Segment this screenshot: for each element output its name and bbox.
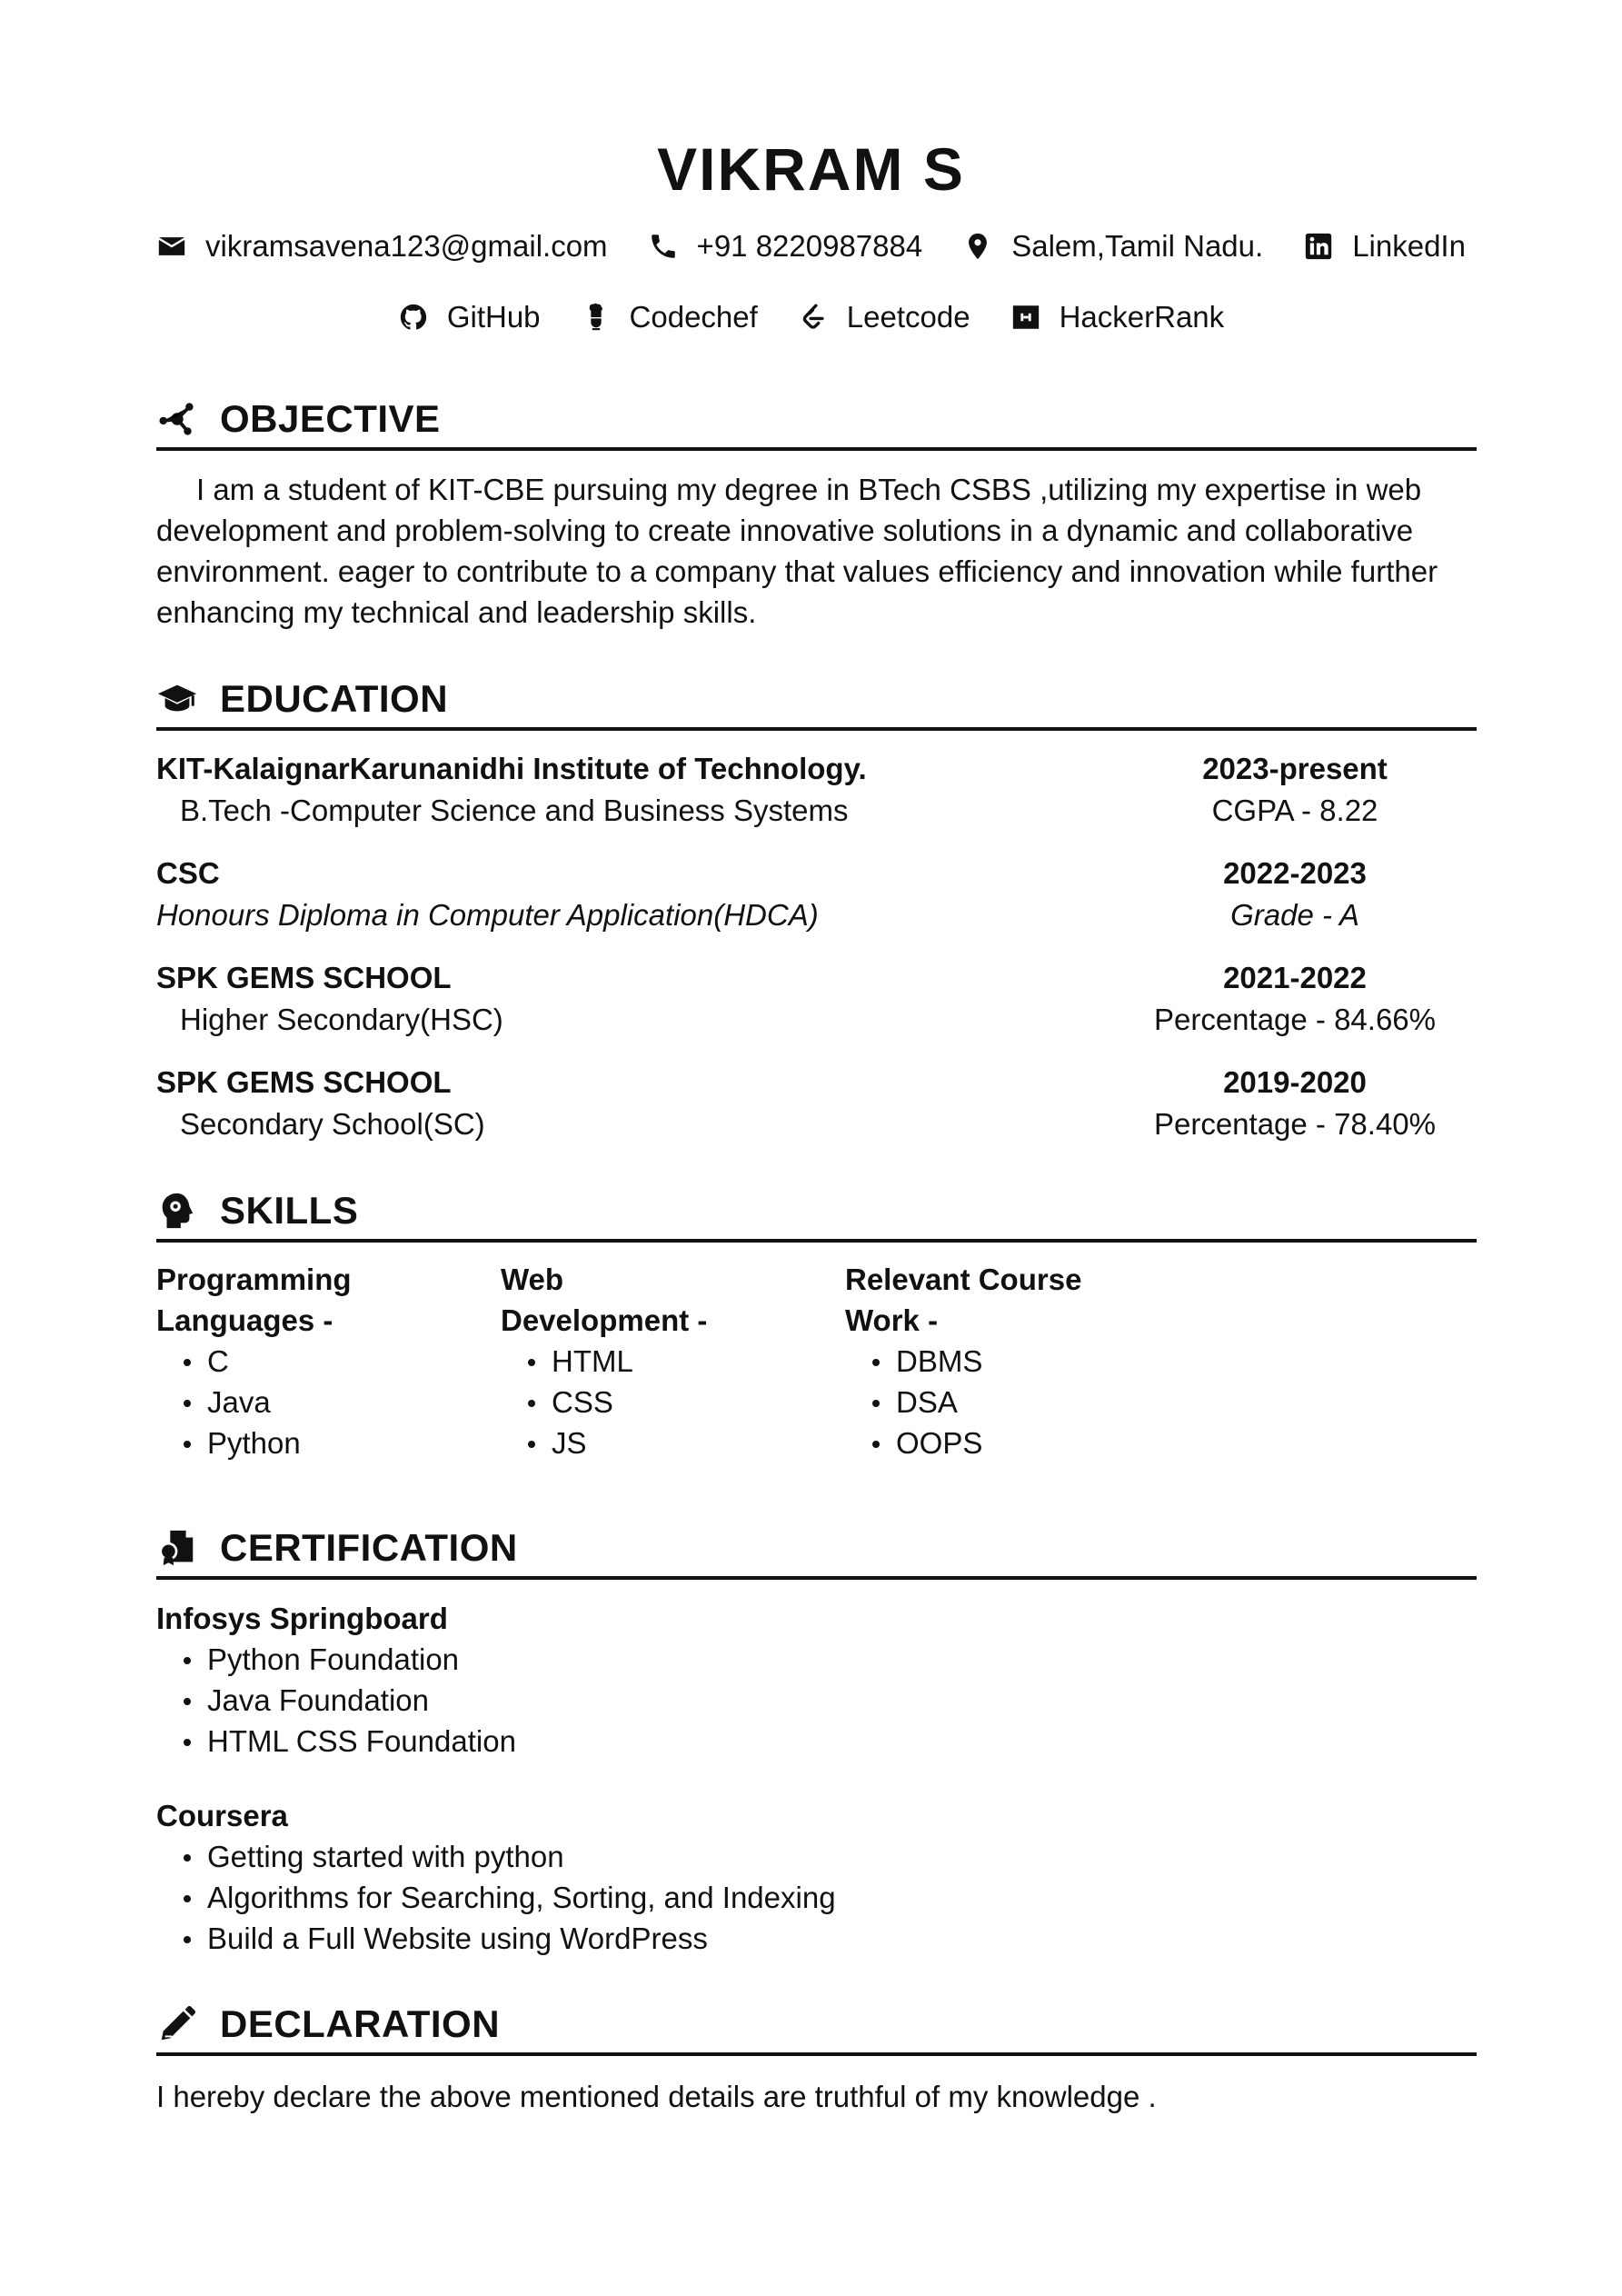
certification-provider	[156, 1795, 1247, 1959]
contact-email[interactable]	[156, 229, 608, 264]
certificate-item: Algorithms for Searching, Sorting, and Indexing	[156, 1877, 1247, 1918]
skill-group-heading: Programming	[156, 1263, 352, 1296]
declaration-header	[156, 1996, 1477, 2056]
education-title: EDUCATION	[220, 677, 449, 720]
institution-name: SPK GEMS SCHOOL	[156, 961, 452, 994]
contact-linkedin[interactable]	[1303, 229, 1466, 264]
provider-name: Coursera	[156, 1799, 288, 1832]
skill-item: Java	[156, 1382, 483, 1423]
education-years: 2019-2020	[1223, 1065, 1367, 1099]
contact-codechef[interactable]	[581, 300, 758, 334]
linkedin-icon	[1303, 231, 1334, 262]
skill-group-heading: Relevant Course	[845, 1263, 1082, 1296]
location-pin-icon	[962, 231, 993, 262]
skill-group-web	[501, 1259, 828, 1463]
email-text: vikramsavena123@gmail.com	[205, 229, 608, 263]
certificate-item: Build a Full Website using WordPress	[156, 1918, 1247, 1959]
certificate-item: Getting started with python	[156, 1836, 1247, 1877]
education-entry	[156, 957, 1477, 1041]
contact-location	[962, 229, 1263, 264]
certificate-item: HTML CSS Foundation	[156, 1721, 1247, 1762]
contact-leetcode[interactable]	[798, 300, 970, 334]
contact-hackerrank[interactable]	[1010, 300, 1225, 334]
education-years: 2021-2022	[1223, 961, 1367, 994]
skills-header	[156, 1183, 1477, 1243]
education-score: CGPA - 8.22	[1211, 794, 1378, 827]
skill-item: HTML	[501, 1341, 828, 1382]
certificate-item: Java Foundation	[156, 1680, 1247, 1721]
certification-provider	[156, 1598, 1247, 1762]
contact-row-2	[0, 300, 1622, 334]
objective-icon	[156, 398, 198, 440]
location-text: Salem,Tamil Nadu.	[1011, 229, 1264, 263]
contact-github[interactable]	[398, 300, 541, 334]
certification-header	[156, 1520, 1477, 1580]
skill-group-heading: Work -	[845, 1303, 939, 1337]
skill-group-heading: Languages -	[156, 1303, 333, 1337]
certification-title: CERTIFICATION	[220, 1526, 518, 1569]
leetcode-text: Leetcode	[846, 300, 970, 334]
objective-title: OBJECTIVE	[220, 397, 441, 440]
skill-group-heading: Web	[501, 1263, 564, 1296]
provider-name: Infosys Springboard	[156, 1602, 448, 1635]
brain-head-icon	[156, 1190, 198, 1232]
education-entry	[156, 853, 1477, 936]
education-header	[156, 671, 1477, 731]
declaration-text: I hereby declare the above mentioned details are truthful of my knowledge .	[156, 2080, 1157, 2113]
candidate-name: VIKRAM S	[657, 135, 965, 203]
linkedin-text: LinkedIn	[1352, 229, 1466, 263]
education-years: 2023-present	[1202, 752, 1388, 785]
objective-text: I am a student of KIT-CBE pursuing my degree in BTech CSBS ,utilizing my expertise in web development and problem-solving to create innovative solutions in a dynamic and collaborative environment. eager to contribute to a company that values efficiency and innovation while further enhancing my technical and leadership skills.	[156, 473, 1438, 629]
leetcode-icon	[798, 302, 829, 333]
degree-name: Secondary School(SC)	[180, 1107, 485, 1141]
skill-item: C	[156, 1341, 483, 1382]
envelope-icon	[156, 231, 187, 262]
education-score: Percentage - 78.40%	[1153, 1107, 1437, 1141]
github-icon	[398, 302, 429, 333]
contact-row-1	[0, 229, 1622, 264]
phone-text: +91 8220987884	[696, 229, 923, 263]
contact-phone[interactable]	[648, 229, 923, 264]
hackerrank-text: HackerRank	[1059, 300, 1225, 334]
degree-name: Higher Secondary(HSC)	[180, 1003, 503, 1036]
skill-item: CSS	[501, 1382, 828, 1423]
skill-item: JS	[501, 1423, 828, 1463]
institution-name: SPK GEMS SCHOOL	[156, 1065, 452, 1099]
institution-name: KIT-KalaignarKarunanidhi Institute of Technology.	[156, 752, 867, 785]
skill-group-heading: Development -	[501, 1303, 708, 1337]
education-score: Grade - A	[1230, 898, 1359, 932]
degree-name: Honours Diploma in Computer Application(HDCA)	[156, 898, 819, 932]
skill-group-programming	[156, 1259, 483, 1463]
skill-item: OOPS	[845, 1423, 1227, 1463]
objective-header	[156, 391, 1477, 451]
education-entry	[156, 748, 1477, 832]
hackerrank-icon	[1010, 302, 1041, 333]
education-entry	[156, 1062, 1477, 1145]
codechef-icon	[581, 302, 612, 333]
education-score: Percentage - 84.66%	[1153, 1003, 1437, 1036]
skill-item: DSA	[845, 1382, 1227, 1423]
skills-title: SKILLS	[220, 1189, 359, 1232]
codechef-text: Codechef	[629, 300, 758, 334]
skill-group-coursework	[845, 1259, 1227, 1463]
certificate-item: Python Foundation	[156, 1639, 1247, 1680]
certificate-icon	[156, 1527, 198, 1569]
github-text: GitHub	[446, 300, 541, 334]
degree-name: B.Tech -Computer Science and Business Systems	[180, 794, 849, 827]
skill-item: Python	[156, 1423, 483, 1463]
phone-icon	[648, 231, 679, 262]
education-years: 2022-2023	[1223, 856, 1367, 890]
skill-item: DBMS	[845, 1341, 1227, 1382]
graduation-cap-icon	[156, 678, 198, 720]
institution-name: CSC	[156, 856, 220, 890]
pencil-icon	[156, 2003, 198, 2045]
declaration-title: DECLARATION	[220, 2002, 501, 2045]
